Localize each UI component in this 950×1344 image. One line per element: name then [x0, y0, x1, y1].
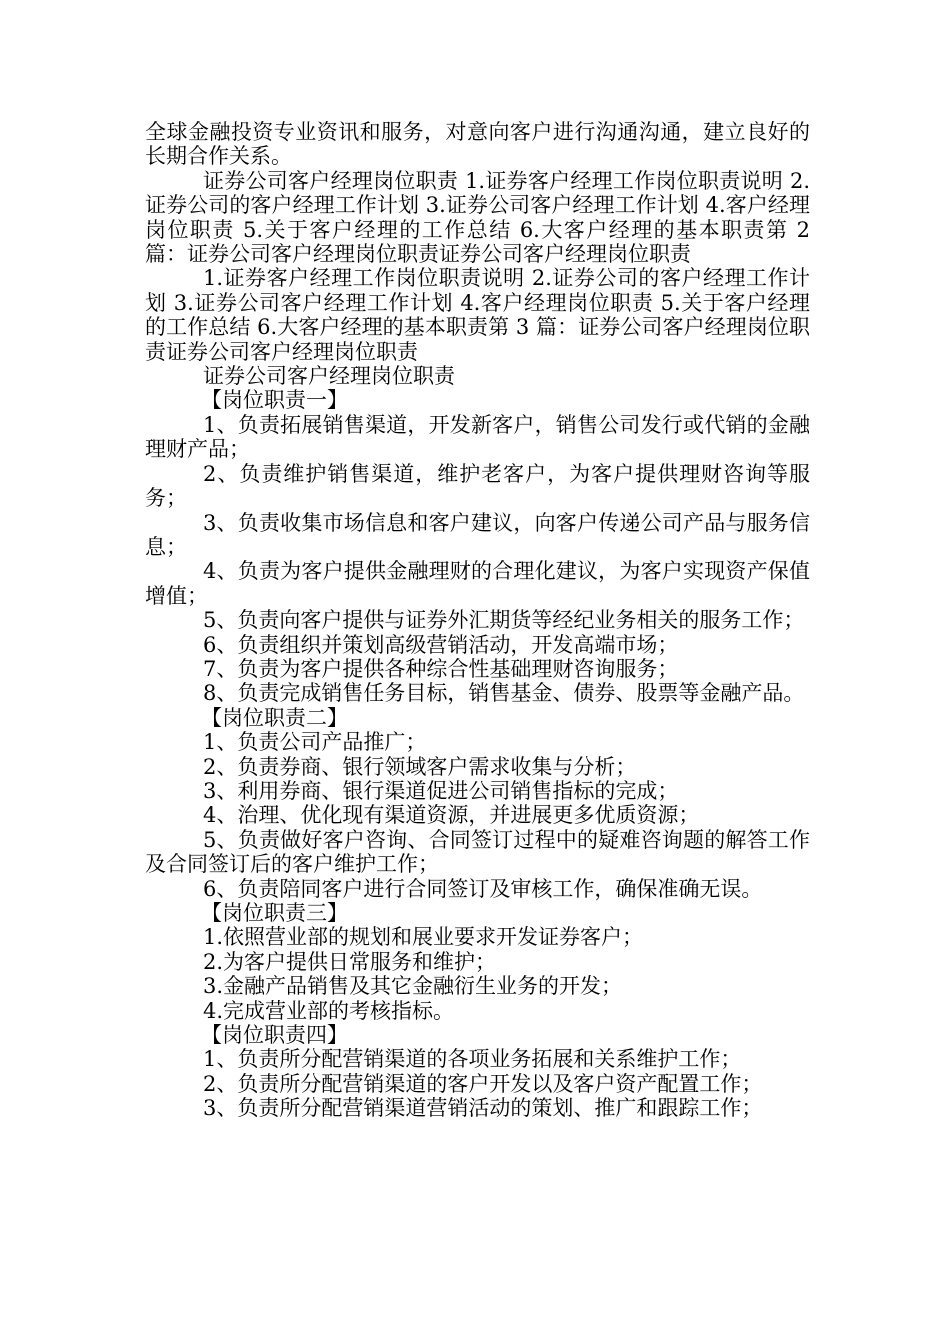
list-item: 1、负责所分配营销渠道的各项业务拓展和关系维护工作； — [203, 1047, 742, 1072]
list-item: 2.为客户提供日常服务和维护； — [203, 949, 497, 974]
list-item: 2、负责券商、银行领域客户需求收集与分析； — [203, 754, 637, 779]
list-item: 1.依照营业部的规划和展业要求开发证券客户； — [203, 925, 644, 950]
list-item: 6、负责陪同客户进行合同签订及审核工作，确保准确无误。 — [203, 876, 763, 901]
heading-duty-1: 【岗位职责一】 — [201, 388, 348, 413]
list-item: 4.完成营业部的考核指标。 — [203, 998, 455, 1023]
list-item: 7、负责为客户提供各种综合性基础理财咨询服务； — [203, 656, 679, 681]
list-item: 3.金融产品销售及其它金融衍生业务的开发； — [203, 974, 623, 999]
list-item: 3、负责收集市场信息和客户建议，向客户传递公司产品与服务信息； — [145, 510, 810, 559]
section-title: 证券公司客户经理岗位职责 — [203, 364, 455, 389]
list-item: 6、负责组织并策划高级营销活动，开发高端市场； — [203, 632, 679, 657]
heading-duty-2: 【岗位职责二】 — [201, 705, 348, 730]
list-item: 3、利用券商、银行渠道促进公司销售指标的完成； — [203, 778, 679, 803]
list-item: 1、负责拓展销售渠道，开发新客户，销售公司发行或代销的金融理财产品； — [145, 412, 810, 462]
document-body — [145, 120, 810, 1121]
list-item: 5、负责做好客户咨询、合同签订过程中的疑难咨询题的解答工作及合同签订后的客户维护工作； — [145, 827, 810, 877]
list-item: 2、负责所分配营销渠道的客户开发以及客户资产配置工作； — [203, 1071, 763, 1096]
list-item: 2、负责维护销售渠道，维护老客户，为客户提供理财咨询等服务； — [145, 461, 810, 511]
paragraph-intro: 全球金融投资专业资讯和服务，对意向客户进行沟通沟通，建立良好的长期合作关系。 — [145, 120, 810, 169]
heading-duty-3: 【岗位职责三】 — [201, 901, 348, 925]
paragraph-toc-1: 证券公司客户经理岗位职责 1.证券客户经理工作岗位职责说明 2.证券公司的客户经理工作计划 3.证券公司客户经理工作计划 4.客户经理岗位职责 5.关于客户经理的工作总结 6.大客户经理的基本职责第 2 篇：证券公司客户经理岗位职责证券公司客户经理岗位职责 — [145, 168, 810, 267]
list-item: 3、负责所分配营销渠道营销活动的策划、推广和跟踪工作； — [203, 1096, 763, 1121]
list-item: 5、负责向客户提供与证券外汇期货等经纪业务相关的服务工作； — [203, 608, 805, 633]
list-item: 8、负责完成销售任务目标，销售基金、债券、股票等金融产品。 — [203, 681, 805, 706]
list-item: 4、负责为客户提供金融理财的合理化建议，为客户实现资产保值增值； — [145, 559, 810, 608]
paragraph-toc-2: 1.证券客户经理工作岗位职责说明 2.证券公司的客户经理工作计划 3.证券公司客户经理工作计划 4.客户经理岗位职责 5.关于客户经理的工作总结 6.大客户经理的基本职责第 3 篇：证券公司客户经理岗位职责证券公司客户经理岗位职责 — [145, 266, 810, 364]
list-item: 1、负责公司产品推广； — [203, 730, 427, 755]
heading-duty-4: 【岗位职责四】 — [201, 1023, 348, 1048]
list-item: 4、治理、优化现有渠道资源，并进展更多优质资源； — [203, 803, 700, 828]
